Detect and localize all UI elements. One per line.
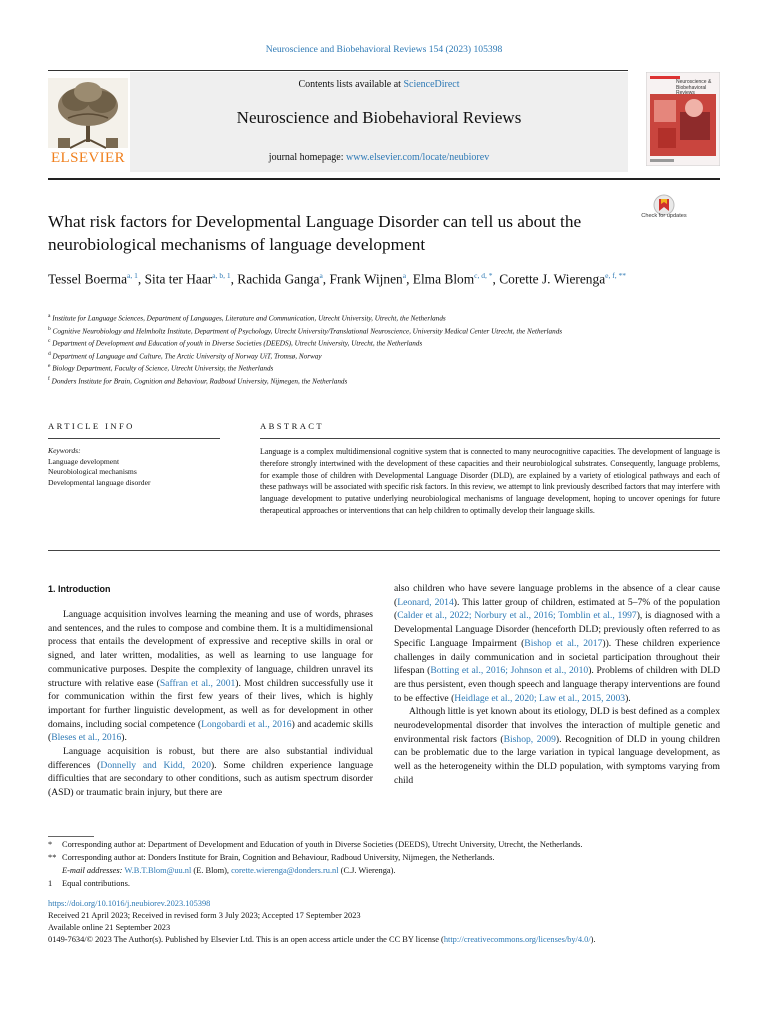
text-run: ). Recognition of DLD in young children can be problematic due to the large variation in typical language development, as well as the heterogeneity within the DLD population, with symptoms varying from child — [394, 733, 720, 786]
affiliations — [48, 311, 720, 387]
header-top-rule — [48, 70, 628, 71]
footnote — [48, 877, 738, 890]
affiliation-item — [48, 324, 720, 337]
license-suffix: ). — [590, 935, 596, 944]
received-dates: Received 21 April 2023; Received in revised form 3 July 2023; Accepted 17 September 2023 — [48, 911, 361, 920]
affiliation-item — [48, 311, 720, 324]
text-run: ). — [121, 732, 127, 744]
footnote — [48, 851, 738, 864]
keyword-list — [48, 457, 248, 489]
author-name: Elma Blom — [412, 271, 475, 287]
author-separator: , — [230, 271, 238, 287]
text-run: Corresponding author at: Donders Institute for Brain, Cognition and Behaviour, Radboud University, Nijmegen, the Netherlands. — [62, 853, 495, 862]
affiliation-text: Cognitive Neurobiology and Helmholtz Institute, Department of Psychology, Utrecht University/Translational Neuroscience, University Medical Center Utrecht, the Netherlands — [50, 326, 563, 335]
text-run: )). These children experience challenges in daily communication and in societal participation throughout their lifespan ( — [394, 637, 720, 677]
affiliation-mark: d — [48, 350, 51, 357]
citation-link[interactable]: Botting et al., 2016; Johnson et al., 2010 — [430, 665, 589, 677]
introduction-heading: 1. Introduction — [48, 584, 111, 594]
text-run: Corresponding author at: Department of Development and Education of youth in Diverse Societies (DEEDS), Utrecht University, Utrecht, the Netherlands. — [62, 840, 583, 849]
affiliation-text: Donders Institute for Brain, Cognition and Behaviour, Radboud University, Nijmegen, the Netherlands — [49, 377, 348, 386]
abstract-heading: ABSTRACT — [260, 421, 325, 431]
affiliation-item — [48, 374, 720, 387]
homepage-prefix: journal homepage: — [268, 152, 346, 163]
footnote — [48, 838, 738, 851]
footnote — [48, 864, 738, 877]
affiliation-mark: c — [48, 338, 51, 345]
footnote-mark: 1 — [48, 879, 53, 888]
homepage-link[interactable]: www.elsevier.com/locate/neubiorev — [346, 152, 490, 163]
license-line — [48, 934, 738, 946]
author-list — [48, 266, 688, 288]
citation-link[interactable]: Longobardi et al., 2016 — [201, 718, 292, 730]
citation-link[interactable]: corette.wierenga@donders.ru.nl — [231, 866, 339, 875]
abstract-bottom-rule — [48, 550, 720, 551]
footnote-mark: * — [48, 840, 53, 849]
affiliation-item — [48, 361, 720, 374]
affiliation-item — [48, 349, 720, 362]
contents-line — [130, 79, 628, 90]
author-separator: , — [406, 271, 413, 287]
affiliation-text: Institute for Language Sciences, Department of Languages, Literature and Communication, Utrecht University, Utrecht, the Netherlands — [50, 314, 446, 323]
body-paragraph — [394, 582, 720, 705]
footnote-rule — [48, 836, 94, 837]
keyword: Language development — [48, 456, 120, 466]
text-run: Language acquisition involves learning the meaning and use of words, phrases and sentences, and the rules to compose and combine them. It is a multidimensional process that entails the development of expressive and receptive skills in oral or signed, and later written, modalities, as well as learning to use language for communicative purposes. Despite the complexity of language, children unravel its structure with relative ease ( — [48, 609, 373, 689]
author-affiliation-marks[interactable]: a — [402, 271, 407, 280]
author-name: Frank Wijnen — [329, 271, 403, 287]
available-online: Available online 21 September 2023 — [48, 923, 171, 932]
abstract-text: Language is a complex multidimensional cognitive system that is connected to many neurocognitive capacities. The development of language is therefore strongly intertwined with the development of these capacities and their neurobiological substrates. Consequently, language problems, for example those of children with Developmental Language Disorder (DLD), are explained by a variety of etiological pathways and each of these pathways will be associated with specific risk factors. In this review, we attempt to link previously described factors that may interfere with language development to putative underlying neurobiological mechanisms of language development, hoping to uncover openings for future therapeutical approaches or interventions that can help children to optimally develop their language skills. — [260, 447, 720, 515]
author-separator: , — [137, 271, 145, 287]
affiliation-mark: a — [48, 313, 51, 319]
citation-link[interactable]: Leonard, 2014 — [397, 596, 454, 608]
affiliation-mark: b — [48, 325, 51, 332]
citation-link[interactable]: Bishop, 2009 — [503, 733, 556, 745]
author-separator: , — [322, 271, 330, 287]
journal-homepage-line — [130, 152, 628, 163]
article-meta — [48, 898, 738, 946]
text-run: Language acquisition is robust, but there are also substantial individual differences ( — [48, 746, 373, 771]
keywords-label: Keywords: — [48, 446, 81, 455]
author-affiliation-marks[interactable]: c, d, * — [474, 271, 493, 280]
paper-title: What risk factors for Developmental Language Disorder can tell us about the neurobiological mechanisms of language development — [48, 212, 582, 254]
author-name: Corette J. Wierenga — [499, 271, 606, 287]
citation-link[interactable]: W.B.T.Blom@uu.nl — [124, 866, 192, 875]
citation-link[interactable]: Bishop et al., 2017 — [524, 637, 603, 649]
text-run: ). Most children successfully use it for communication within the first few years of their lives, which is highly important for further linguistic development, as well as for development in other domains, including social competence ( — [48, 677, 373, 730]
text-run: Although little is yet known about its etiology, DLD is best defined as a complex neurodevelopmental disorder that involves the interaction of multiple genetic and environmental risk factors ( — [394, 706, 720, 745]
affiliation-item — [48, 336, 720, 349]
article-info-heading: ARTICLE INFO — [48, 421, 135, 431]
citation-link[interactable]: Donnelly and Kidd, 2020 — [100, 759, 211, 771]
author-affiliation-marks[interactable]: a, 1 — [127, 271, 138, 280]
text-run: Equal contributions. — [62, 879, 130, 888]
running-head[interactable]: Neuroscience and Biobehavioral Reviews 154 (2023) 105398 — [265, 44, 503, 55]
body-paragraph — [48, 608, 373, 745]
text-run: E-mail addresses: — [62, 866, 125, 875]
keywords-block — [48, 446, 248, 488]
abstract-top-rule — [260, 438, 720, 439]
footnote-mark: ** — [48, 853, 57, 862]
text-run: (C.J. Wierenga). — [338, 866, 396, 875]
text-run: ) and academic skills ( — [48, 718, 374, 744]
author-separator: , — [492, 271, 500, 287]
journal-title: Neuroscience and Biobehavioral Reviews — [236, 108, 522, 127]
keyword: Neurobiological mechanisms — [48, 467, 137, 477]
sciencedirect-link[interactable]: ScienceDirect — [403, 79, 460, 90]
doi-link[interactable]: https://doi.org/10.1016/j.neubiorev.2023.105398 — [48, 899, 211, 908]
body-paragraph — [394, 705, 720, 787]
text-run: ). Problems of children with DLD are thus persistent, even though speech and language therapy interventions are found to be effective ( — [394, 665, 720, 704]
keyword: Developmental language disorder — [48, 477, 151, 487]
affiliation-mark: f — [48, 375, 50, 382]
text-run: also children who have severe language problems in the absence of a clear cause ( — [394, 583, 720, 608]
text-run: (E. Blom), — [191, 866, 232, 875]
author-name: Rachida Ganga — [237, 271, 320, 287]
affiliation-mark: e — [48, 363, 51, 370]
affiliation-text: Biology Department, Faculty of Science, Utrecht University, the Netherlands — [50, 364, 274, 373]
check-for-updates-label[interactable]: Check for updates — [641, 213, 687, 219]
author-name: Tessel Boerma — [48, 271, 128, 287]
text-run: ). This latter group of children, estimated at 5–7% of the population ( — [394, 596, 721, 622]
author-affiliation-marks[interactable]: e, f, ** — [605, 271, 626, 280]
author-affiliation-marks[interactable]: a, b, 1 — [212, 271, 231, 280]
citation-link[interactable]: Calder et al., 2022; Norbury et al., 2016; Tomblin et al., 1997 — [397, 610, 637, 622]
citation-link[interactable]: Bleses et al., 2016 — [51, 732, 122, 744]
journal-cover-thumbnail[interactable] — [646, 72, 720, 166]
elsevier-wordmark: ELSEVIER — [50, 150, 126, 166]
footnotes — [48, 838, 738, 890]
author-affiliation-marks[interactable]: a — [319, 271, 323, 280]
text-run: ). Some children experience language difficulties that are secondary to other conditions, such as autism spectrum disorder (ASD) or traumatic brain injury, but there are — [48, 759, 374, 799]
citation-link[interactable]: Saffran et al., 2001 — [159, 677, 236, 689]
body-paragraph — [48, 745, 373, 800]
header-bottom-rule — [48, 178, 720, 180]
text-run: ). — [625, 692, 631, 704]
contents-prefix: Contents lists available at — [298, 79, 404, 90]
license-link[interactable]: http://creativecommons.org/licenses/by/4.0/ — [443, 935, 591, 944]
body-column-right — [394, 582, 720, 788]
body-column-left — [48, 608, 373, 800]
affiliation-text: Department of Language and Culture, The Arctic University of Norway UiT, Tromsø, Norway — [50, 352, 322, 361]
cover-title: Neuroscience & Biobehavioral Reviews — [676, 79, 712, 97]
text-run: ), is diagnosed with a Developmental Language Disorder (henceforth DLD; previously often referred to as Specific Language Impairment ( — [394, 610, 720, 649]
author-name: Sita ter Haar — [144, 271, 213, 287]
license-prefix: 0149-7634/© 2023 The Author(s). Published by Elsevier Ltd. This is an open access article under the CC BY license ( — [48, 935, 444, 944]
affiliation-text: Department of Development and Education of youth in Diverse Societies (DEEDS), Utrecht University, Utrecht, the Netherlands — [50, 339, 423, 348]
citation-link[interactable]: Heidlage et al., 2020; Law et al., 2015, 2003 — [454, 692, 626, 704]
article-info-rule — [48, 438, 220, 439]
